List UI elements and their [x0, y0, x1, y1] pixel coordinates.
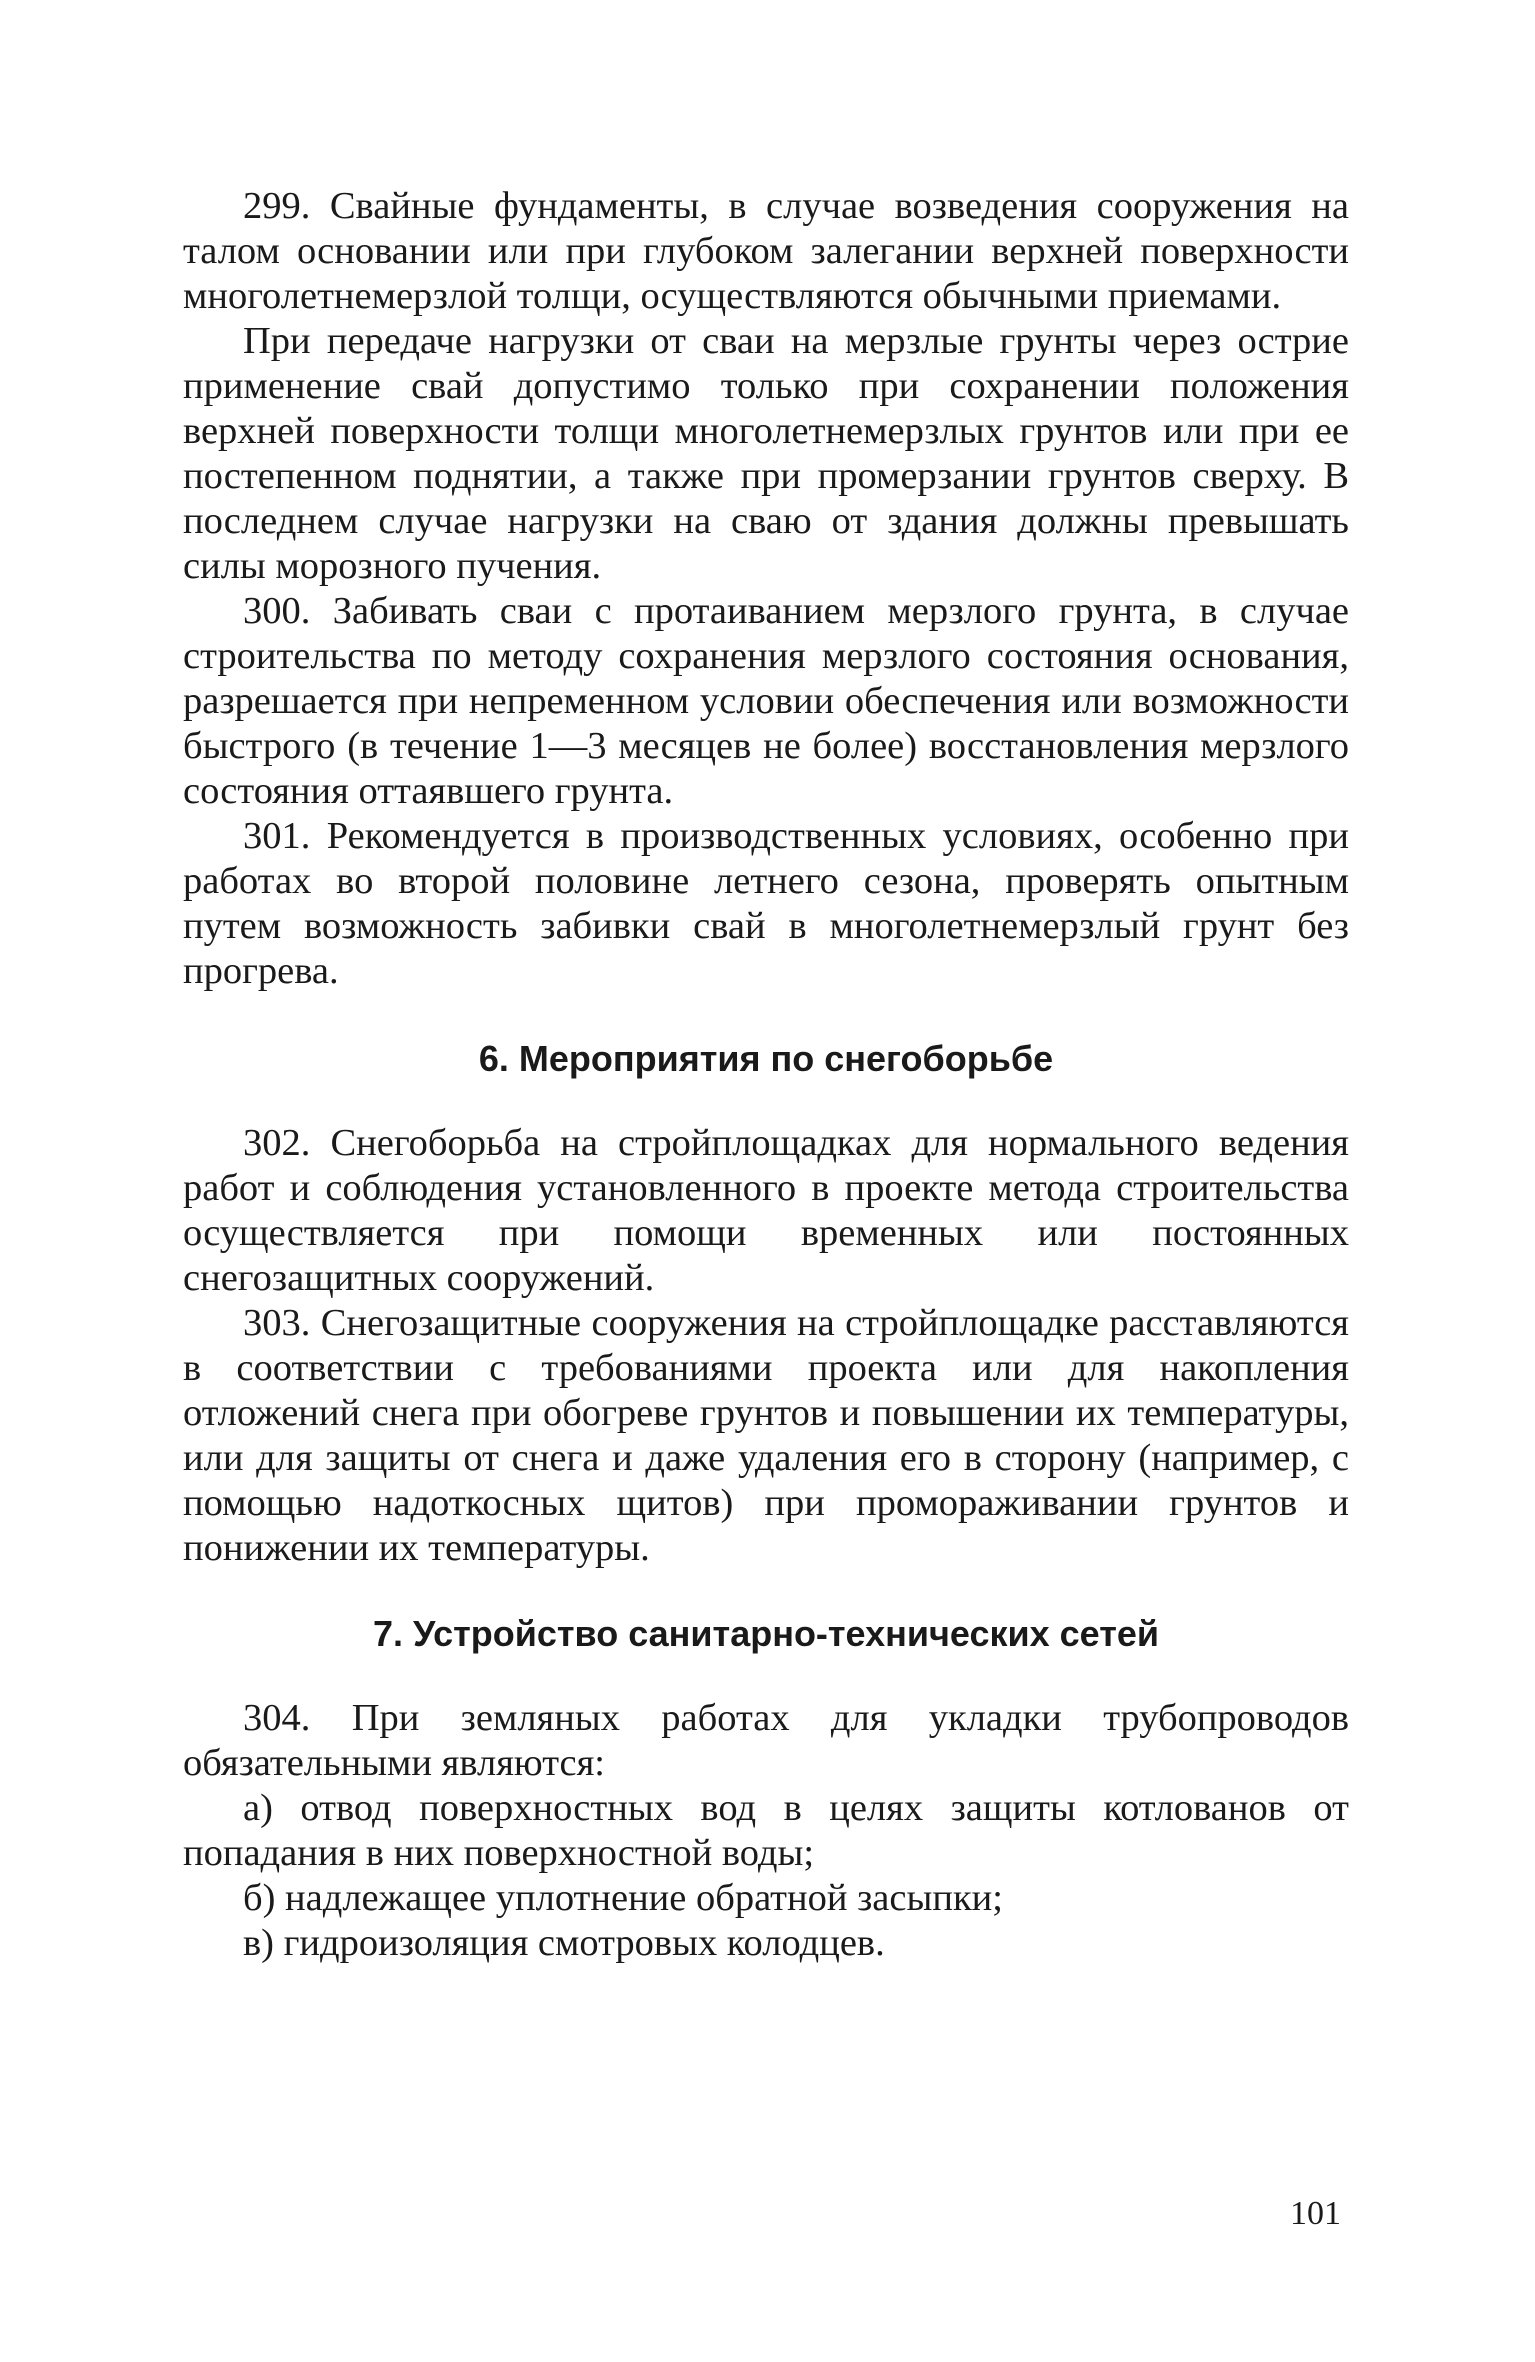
section-heading-7: 7. Устройство санитарно-технических сетей	[372, 1613, 1159, 1654]
list-item-a: а) отвод поверхностных вод в целях защиты котлованов от попадания в них поверхностной воды;	[183, 1787, 1349, 1874]
list-item-c: в) гидроизоляция смотровых колодцев.	[243, 1922, 885, 1964]
list-item-b: б) надлежащее уплотнение обратной засыпки;	[243, 1877, 1003, 1919]
page-body	[183, 184, 1349, 1966]
paragraph-299-continued: При передаче нагрузки от сваи на мерзлые грунты через острие применение свай допустимо только при сохранении положения верхней поверхности толщи многолетнемерзлых грунтов или при ее постепенном поднятии, а также при промерзании грунтов сверху. В последнем случае нагрузки на сваю от здания должны превышать силы морозного пучения.	[183, 320, 1349, 587]
paragraph-304: 304. При земляных работах для укладки трубопроводов обязательными являются:	[183, 1697, 1349, 1784]
paragraph-302: 302. Снегоборьба на стройплощадках для нормального ведения работ и соблюдения установленного в проекте метода строительства осуществляется при помощи временных или постоянных снегозащитных сооружений.	[183, 1122, 1349, 1299]
paragraph-300: 300. Забивать сваи с протаиванием мерзлого грунта, в случае строительства по методу сохранения мерзлого состояния основания, разрешается при непременном условии обеспечения или возможности быстрого (в течение 1—3 месяцев не более) восстановления мерзлого состояния оттаявшего грунта.	[183, 590, 1349, 812]
section-heading-6: 6. Мероприятия по снегоборьбе	[478, 1038, 1054, 1079]
paragraph-299: 299. Свайные фундаменты, в случае возведения сооружения на талом основании или при глубоком залегании верхней поверхности многолетнемерзлой толщи, осуществляются обычными приемами.	[183, 185, 1349, 317]
page-number: 101	[1290, 2195, 1341, 2232]
paragraph-301: 301. Рекомендуется в производственных условиях, особенно при работах во второй половине летнего сезона, проверять опытным путем возможность забивки свай в многолетнемерзлый грунт без прогрева.	[183, 815, 1349, 992]
paragraph-303: 303. Снегозащитные сооружения на стройплощадке расставляются в соответствии с требованиями проекта или для накопления отложений снега при обогреве грунтов и повышении их температуры, или для защиты от снега и даже удаления его в сторону (например, с помощью надоткосных щитов) при промораживании грунтов и понижении их температуры.	[183, 1302, 1349, 1569]
